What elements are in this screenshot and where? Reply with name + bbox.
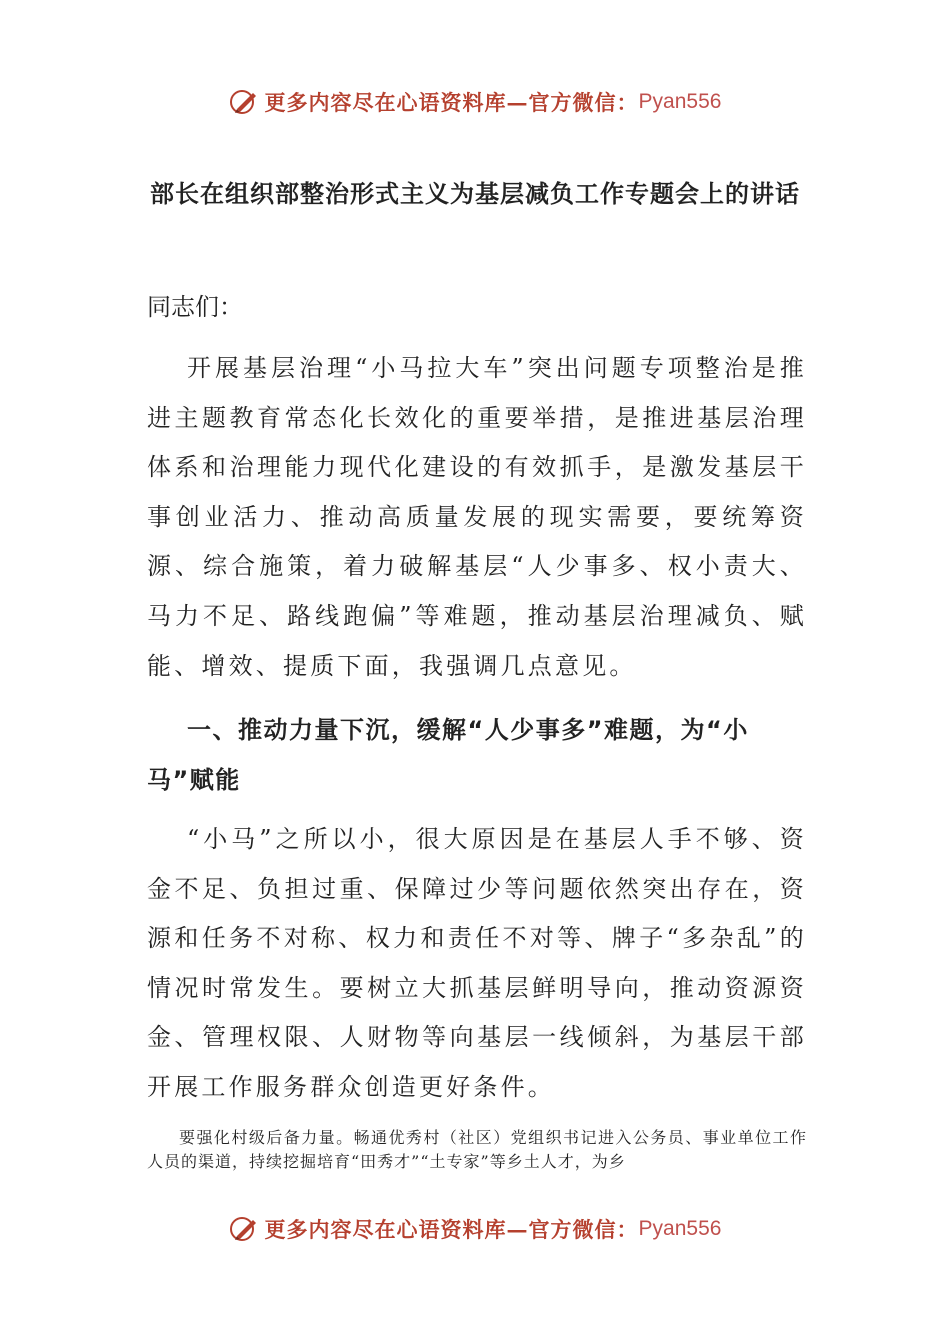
paragraph-small: 要强化村级后备力量。畅通优秀村（社区）党组织书记进入公务员、事业单位工作人员的渠道，持续挖掘培育“田秀才”“土专家”等乡土人才，为乡 <box>147 1128 807 1171</box>
header-banner <box>0 82 950 122</box>
salutation: 同志们： <box>147 293 243 321</box>
paragraph-section-1: “小马”之所以小，很大原因是在基层人手不够、资金不足、负担过重、保障过少等问题依然突出存在，资源和任务不对称、权力和责任不对等、牌子“多杂乱”的情况时常发生。要树立大抓基层鲜明导向，推动资源资金、管理权限、人财物等向基层一线倾斜，为基层干部开展工作服务群众创造更好条件。 <box>147 825 807 1101</box>
wechat-id: Pyan556 <box>638 1217 722 1240</box>
wechat-id: Pyan556 <box>638 90 722 113</box>
banner-text: 更多内容尽在心语资料库—官方微信： <box>264 90 639 115</box>
pen-logo-icon <box>229 1214 259 1244</box>
document-title: 部长在组织部整治形式主义为基层减负工作专题会上的讲话 <box>150 180 800 208</box>
paragraph-intro: 开展基层治理“小马拉大车”突出问题专项整治是推进主题教育常态化长效化的重要举措，是推进基层治理体系和治理能力现代化建设的有效抓手，是激发基层干事创业活力、推动高质量发展的现实需要，要统筹资源、综合施策，着力破解基层“人少事多、权小责大、马力不足、路线跑偏”等难题，推动基层治理减负、赋能、增效、提质下面，我强调几点意见。 <box>147 354 807 680</box>
pen-logo-icon <box>229 87 259 117</box>
footer-banner <box>0 1209 950 1249</box>
banner-text: 更多内容尽在心语资料库—官方微信： <box>264 1217 639 1242</box>
section-heading-1: 一、推动力量下沉，缓解“人少事多”难题，为“小马”赋能 <box>147 716 749 794</box>
